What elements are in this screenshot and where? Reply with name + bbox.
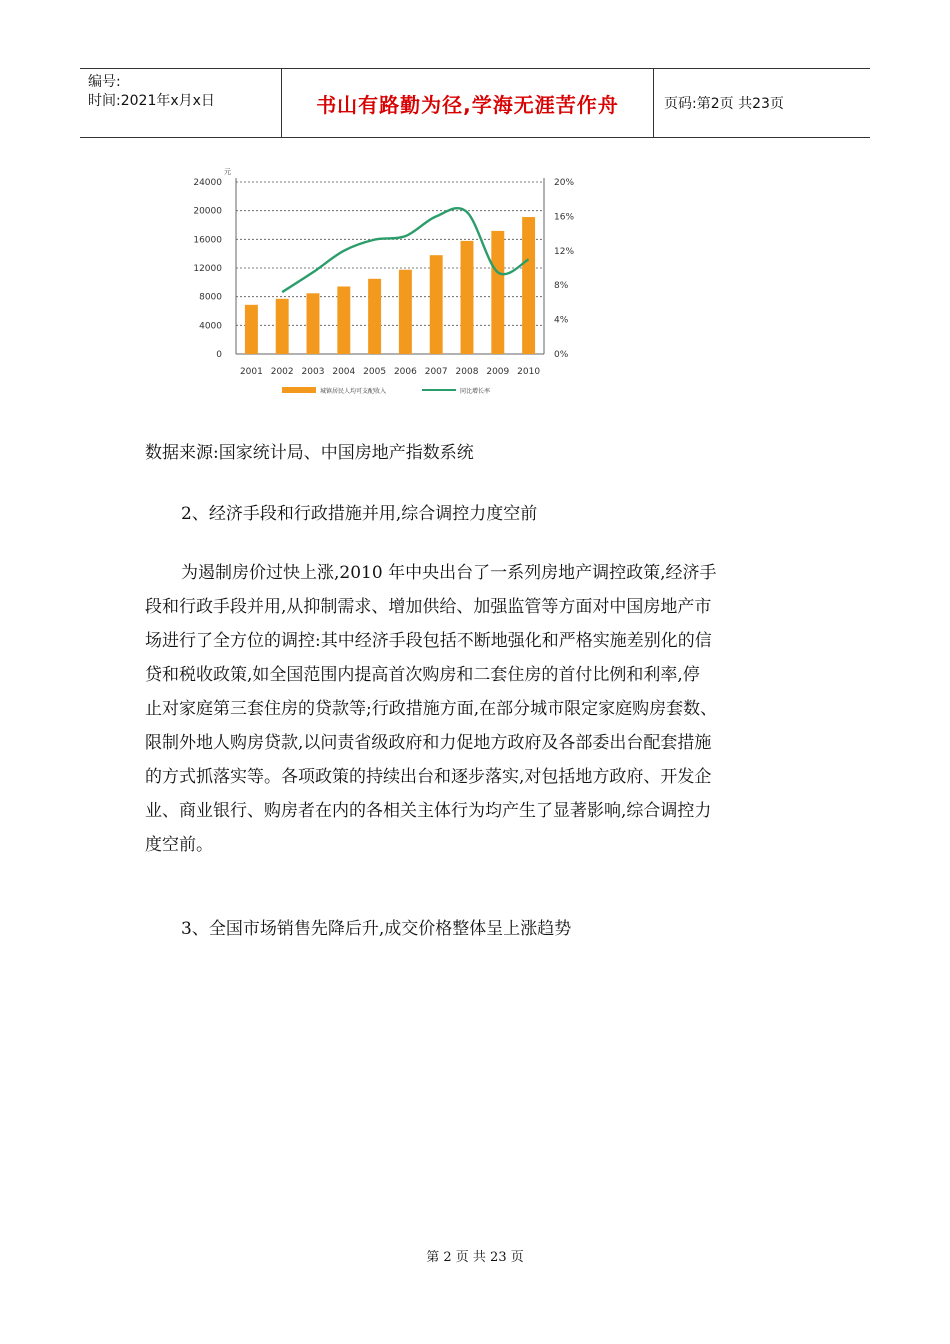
header-page: 页码:第2页 共23页 xyxy=(664,96,784,112)
bar xyxy=(461,241,474,354)
y2-tick-label: 0% xyxy=(554,350,569,360)
x-tick-label: 2009 xyxy=(486,367,510,377)
paragraph-line: 段和行政手段并用,从抑制需求、增加供给、加强监管等方面对中国房地产市 xyxy=(145,597,712,617)
header-meta xyxy=(80,69,282,137)
section-heading-3: 3、全国市场销售先降后升,成交价格整体呈上涨趋势 xyxy=(181,919,572,939)
x-tick-label: 2008 xyxy=(455,367,479,377)
paragraph-line: 场进行了全方位的调控:其中经济手段包括不断地强化和严格实施差别化的信 xyxy=(145,631,712,651)
bar xyxy=(491,231,504,354)
bar xyxy=(368,279,381,354)
legend-label-line: 同比增长率 xyxy=(460,388,491,395)
page-header xyxy=(80,68,870,138)
y-tick-label: 8000 xyxy=(199,292,222,303)
section-heading-2: 2、经济手段和行政措施并用,综合调控力度空前 xyxy=(181,504,538,524)
y2-tick-label: 12% xyxy=(554,246,575,257)
income-chart-svg xyxy=(180,162,600,402)
y-unit-label: 元 xyxy=(224,168,231,176)
header-number: 编号: xyxy=(88,74,121,90)
x-tick-label: 2005 xyxy=(363,367,387,377)
x-tick-label: 2007 xyxy=(424,367,448,377)
bar xyxy=(399,270,412,354)
x-tick-label: 2004 xyxy=(332,367,356,377)
y2-tick-label: 8% xyxy=(554,281,569,292)
y2-tick-label: 4% xyxy=(554,315,569,326)
x-tick-label: 2006 xyxy=(393,367,417,377)
bar xyxy=(522,217,535,354)
page-footer: 第 2 页 共 23 页 xyxy=(426,1250,524,1265)
body-paragraph xyxy=(145,556,805,862)
paragraph-line: 止对家庭第三套住房的贷款等;行政措施方面,在部分城市限定家庭购房套数、 xyxy=(145,699,718,719)
y-tick-label: 24000 xyxy=(193,178,222,188)
y-tick-label: 20000 xyxy=(193,206,222,217)
x-tick-label: 2001 xyxy=(239,367,263,377)
y-tick-label: 16000 xyxy=(193,235,222,246)
bar xyxy=(337,286,350,354)
paragraph-line: 限制外地人购房贷款,以问责省级政府和力促地方政府及各部委出台配套措施 xyxy=(145,733,712,753)
bar xyxy=(245,305,258,354)
legend-label-bar: 城镇居民人均可支配收入 xyxy=(320,388,387,395)
bar xyxy=(307,293,320,354)
paragraph-line: 的方式抓落实等。各项政策的持续出台和逐步落实,对包括地方政府、开发企 xyxy=(145,767,712,787)
bar xyxy=(276,299,289,354)
y-tick-label: 0 xyxy=(216,350,222,360)
y2-tick-label: 20% xyxy=(554,178,575,188)
paragraph-line: 贷和税收政策,如全国范围内提高首次购房和二套住房的首付比例和利率,停 xyxy=(145,665,700,685)
y2-tick-label: 16% xyxy=(554,212,575,223)
paragraph-line: 业、商业银行、购房者在内的各相关主体行为均产生了显著影响,综合调控力 xyxy=(145,801,712,821)
income-chart xyxy=(180,162,600,402)
x-tick-label: 2003 xyxy=(301,367,325,377)
legend-swatch-bar xyxy=(282,387,316,393)
data-source: 数据来源:国家统计局、中国房地产指数系统 xyxy=(145,443,474,463)
bar xyxy=(430,255,443,354)
header-time: 时间:2021年x月x日 xyxy=(88,93,215,109)
paragraph-line: 为遏制房价过快上涨,2010 年中央出台了一系列房地产调控政策,经济手 xyxy=(181,563,717,583)
paragraph-line: 度空前。 xyxy=(145,835,213,855)
y-tick-label: 12000 xyxy=(193,264,222,274)
x-tick-label: 2010 xyxy=(517,367,541,377)
y-tick-label: 4000 xyxy=(199,321,222,332)
x-tick-label: 2002 xyxy=(270,367,294,377)
header-motto: 书山有路勤为径,学海无涯苦作舟 xyxy=(282,69,654,137)
